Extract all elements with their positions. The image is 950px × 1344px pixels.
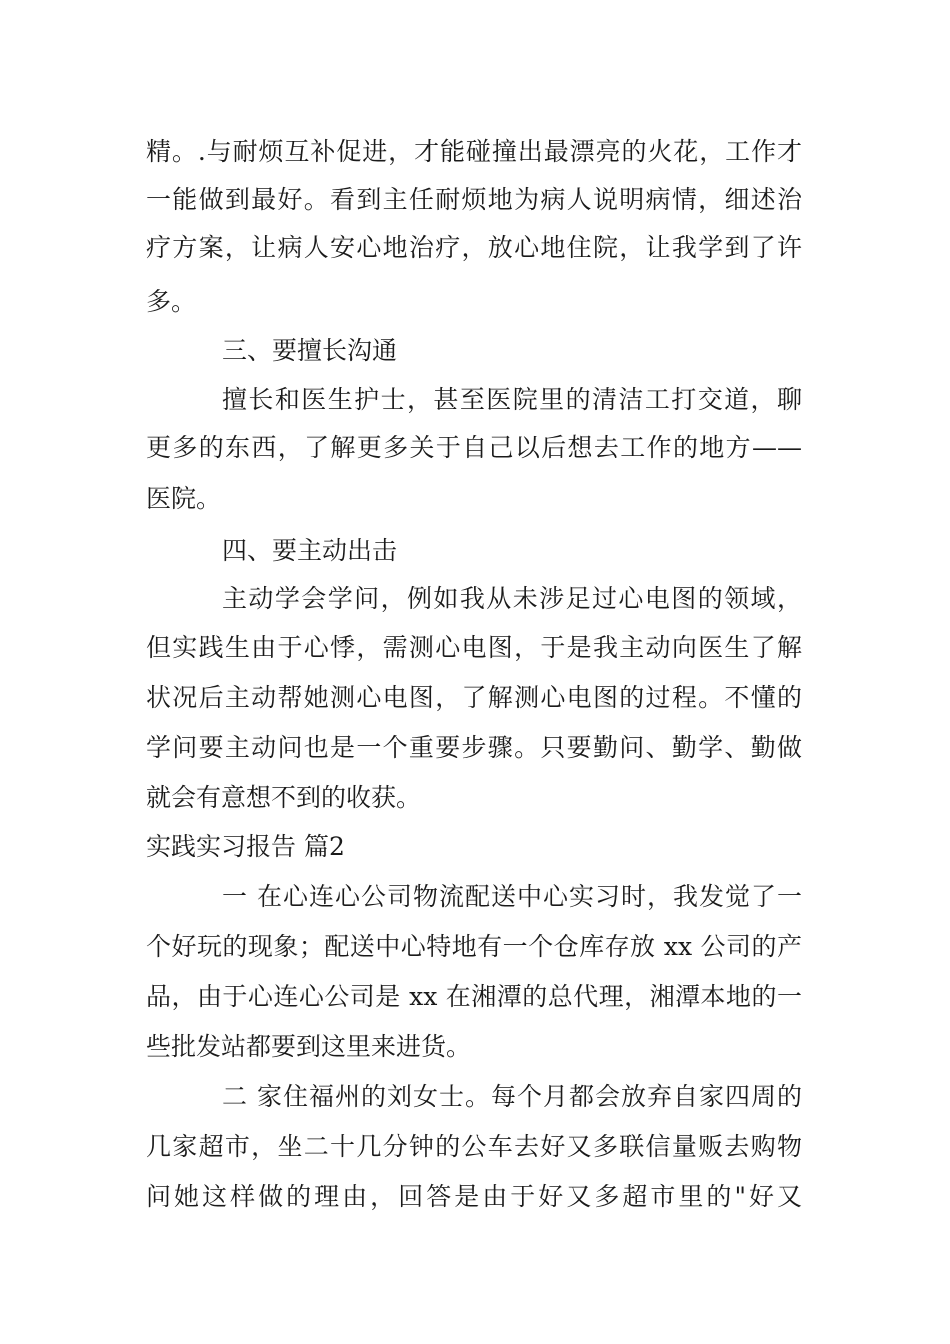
text-line: 医院。 (146, 484, 222, 513)
text-line: 精。.与耐烦互补促进，才能碰撞出最漂亮的火花，工作才 (146, 137, 802, 166)
text-line: 个好玩的现象；配送中心特地有一个仓库存放 xx 公司的产 (146, 932, 802, 961)
text-line: 一 在心连心公司物流配送中心实习时，我发觉了一 (222, 882, 802, 911)
text-line: 但实践生由于心悸，需测心电图，于是我主动向医生了解 (146, 633, 802, 662)
text-line: 主动学会学问，例如我从未涉足过心电图的领域， (222, 584, 802, 613)
report-title: 实践实习报告 篇2 (146, 832, 345, 861)
text-line: 更多的东西，了解更多关于自己以后想去工作的地方—— (146, 433, 802, 462)
text-line: 擅长和医生护士，甚至医院里的清洁工打交道，聊 (222, 385, 802, 414)
section-heading: 四、要主动出击 (222, 536, 398, 565)
text-line: 问她这样做的理由，回答是由于好又多超市里的"好又 (146, 1182, 802, 1211)
text-line: 状况后主动帮她测心电图，了解测心电图的过程。不懂的 (146, 683, 802, 712)
text-line: 学问要主动问也是一个重要步骤。只要勤问、勤学、勤做 (146, 733, 802, 762)
text-line: 一能做到最好。看到主任耐烦地为病人说明病情，细述治 (146, 185, 802, 214)
text-line: 些批发站都要到这里来进货。 (146, 1032, 472, 1061)
text-line: 二 家住福州的刘女士。每个月都会放弃自家四周的 (222, 1082, 802, 1111)
text-line: 几家超市，坐二十几分钟的公车去好又多联信量贩去购物 (146, 1132, 802, 1161)
section-heading: 三、要擅长沟通 (222, 336, 398, 365)
text-line: 疗方案，让病人安心地治疗，放心地住院，让我学到了许 (146, 233, 802, 262)
text-line: 多。 (146, 287, 197, 316)
text-line: 就会有意想不到的收获。 (146, 783, 422, 812)
text-line: 品，由于心连心公司是 xx 在湘潭的总代理，湘潭本地的一 (146, 982, 802, 1011)
